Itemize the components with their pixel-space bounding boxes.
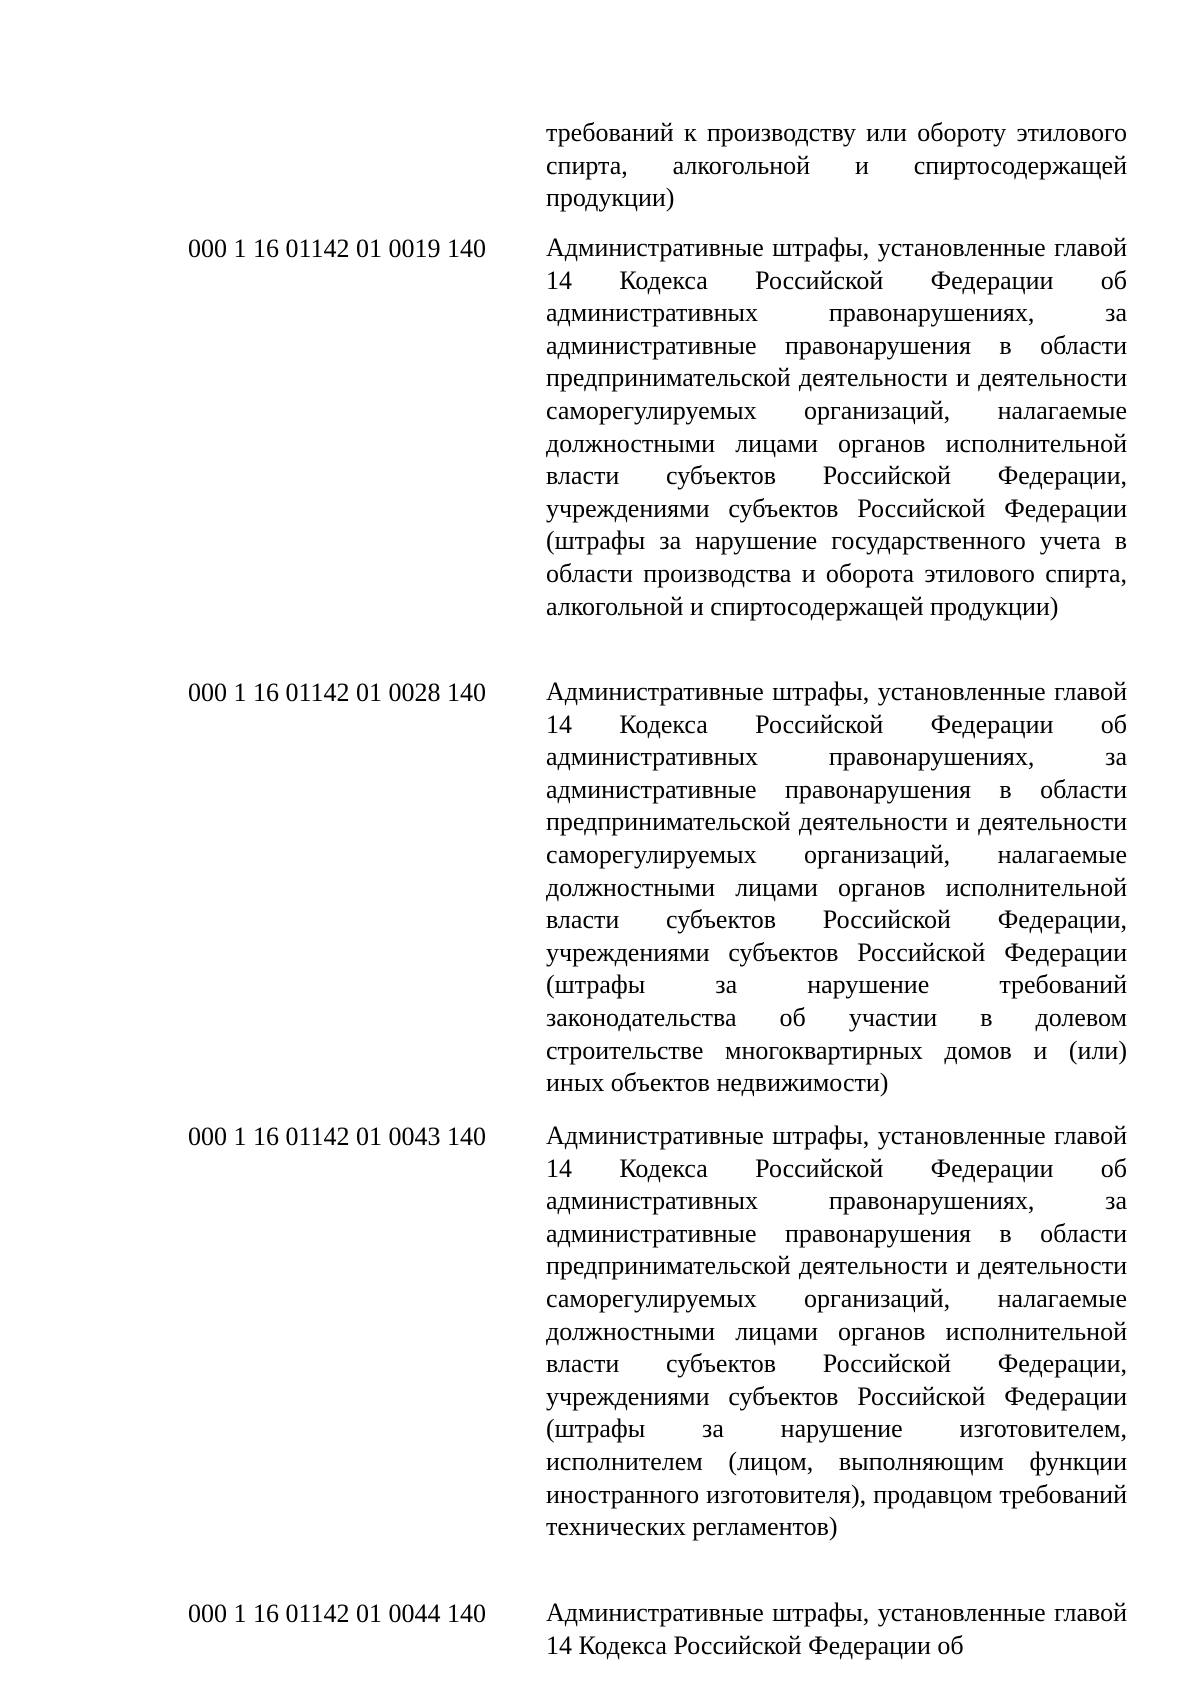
code-description: требований к производству или обороту этилового спирта, алкогольной и спиртосодержащей продукции) xyxy=(546,118,1127,213)
budget-code: 000 1 16 01142 01 0044 140 xyxy=(188,1599,487,1628)
code-description: Административные штрафы, установленные главой 14 Кодекса Российской Федерации об административных правонарушениях, за административные правонарушения в области предпринимательской деятельности и деятельности саморегулируемых организаций, налагаемые должностными лицами органов исполнительной власти субъектов Российской Федерации, учреждениями субъектов Российской Федерации (штрафы за нарушение требований законодательства об участии в долевом строительстве многоквартирных домов и (или) иных объектов недвижимости) xyxy=(546,677,1127,1098)
budget-code: 000 1 16 01142 01 0028 140 xyxy=(188,678,487,707)
budget-code: 000 1 16 01142 01 0019 140 xyxy=(188,234,487,263)
code-description: Административные штрафы, установленные главой 14 Кодекса Российской Федерации об административных правонарушениях, за административные правонарушения в области предпринимательской деятельности и деятельности саморегулируемых организаций, налагаемые должностными лицами органов исполнительной власти субъектов Российской Федерации, учреждениями субъектов Российской Федерации (штрафы за нарушение изготовителем, исполнителем (лицом, выполняющим функции иностранного изготовителя), продавцом требований технических регламентов) xyxy=(546,1121,1127,1542)
code-description: Административные штрафы, установленные главой 14 Кодекса Российской Федерации об административных правонарушениях, за административные правонарушения в области предпринимательской деятельности и деятельности саморегулируемых организаций, налагаемые должностными лицами органов исполнительной власти субъектов Российской Федерации, учреждениями субъектов Российской Федерации (штрафы за нарушение государственного учета в области производства и оборота этилового спирта, алкогольной и спиртосодержащей продукции) xyxy=(546,233,1127,621)
budget-code: 000 1 16 01142 01 0043 140 xyxy=(188,1122,487,1151)
code-description: Административные штрафы, установленные главой 14 Кодекса Российской Федерации об xyxy=(546,1598,1127,1660)
